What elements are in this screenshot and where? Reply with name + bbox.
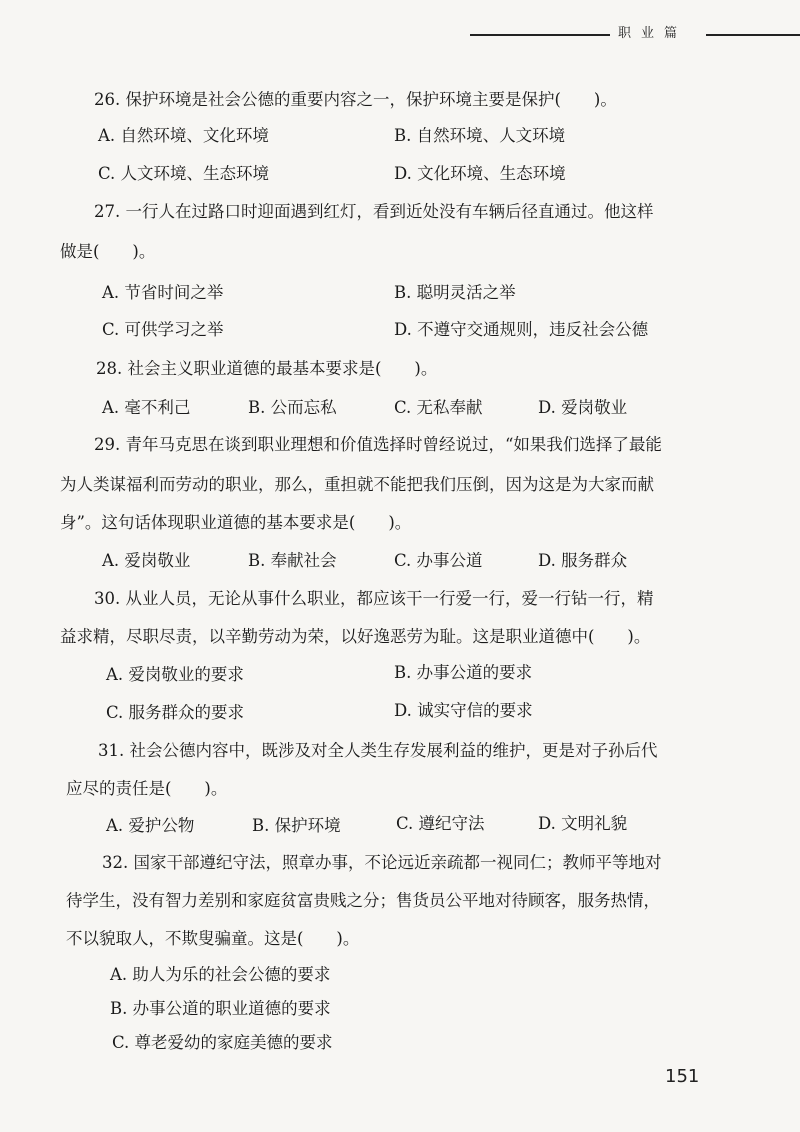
header-rule-left: [470, 34, 610, 36]
running-header-title: 职业篇: [618, 26, 688, 41]
question-28-option-c: C. 无私奉献: [394, 398, 483, 417]
question-32-option-c: C. 尊老爱幼的家庭美德的要求: [112, 1033, 333, 1052]
question-30-option-b: B. 办事公道的要求: [394, 663, 533, 682]
question-32-option-b: B. 办事公道的职业道德的要求: [110, 999, 331, 1018]
question-32-option-a: A. 助人为乐的社会公德的要求: [110, 965, 331, 984]
question-29-line-3: 身”。这句话体现职业道德的基本要求是( )。: [60, 513, 412, 532]
question-30-option-c: C. 服务群众的要求: [106, 703, 245, 722]
question-30-option-d: D. 诚实守信的要求: [394, 701, 533, 720]
header-rule-right: [706, 34, 800, 36]
question-27-line-2: 做是( )。: [60, 242, 156, 261]
question-30-line-2: 益求精，尽职尽责，以辛勤劳动为荣，以好逸恶劳为耻。这是职业道德中( )。: [60, 627, 651, 646]
question-30-line-1: 30. 从业人员，无论从事什么职业，都应该干一行爱一行，爱一行钻一行，精: [94, 589, 654, 608]
question-27-option-d: D. 不遵守交通规则，违反社会公德: [394, 320, 649, 339]
question-31-line-1: 31. 社会公德内容中，既涉及对全人类生存发展利益的维护，更是对子孙后代: [98, 741, 658, 760]
question-26-line-1: 26. 保护环境是社会公德的重要内容之一，保护环境主要是保护( )。: [94, 90, 617, 109]
question-29-line-2: 为人类谋福利而劳动的职业，那么，重担就不能把我们压倒，因为这是为大家而献: [60, 475, 654, 494]
question-32-line-3: 不以貌取人，不欺叟骗童。这是( )。: [66, 929, 360, 948]
question-26-option-d: D. 文化环境、生态环境: [394, 164, 566, 183]
question-31-option-c: C. 遵纪守法: [396, 814, 485, 833]
question-28-option-d: D. 爱岗敬业: [538, 398, 628, 417]
question-30-option-a: A. 爱岗敬业的要求: [106, 665, 244, 684]
question-32-line-1: 32. 国家干部遵纪守法，照章办事，不论远近亲疏都一视同仁；教师平等地对: [102, 853, 662, 872]
question-29-option-c: C. 办事公道: [394, 551, 483, 570]
question-31-option-b: B. 保护环境: [252, 816, 341, 835]
question-29-line-1: 29. 青年马克思在谈到职业理想和价值选择时曾经说过，“如果我们选择了最能: [94, 435, 662, 454]
question-31-line-2: 应尽的责任是( )。: [66, 779, 228, 798]
question-27-line-1: 27. 一行人在过路口时迎面遇到红灯，看到近处没有车辆后径直通过。他这样: [94, 202, 654, 221]
question-27-option-b: B. 聪明灵活之举: [394, 283, 516, 302]
question-28-line-1: 28. 社会主义职业道德的最基本要求是( )。: [96, 359, 438, 378]
question-29-option-b: B. 奉献社会: [248, 551, 337, 570]
question-31-option-d: D. 文明礼貌: [538, 814, 628, 833]
question-28-option-a: A. 毫不利己: [102, 398, 191, 417]
question-28-option-b: B. 公而忘私: [248, 398, 337, 417]
question-27-option-c: C. 可供学习之举: [102, 320, 224, 339]
question-31-option-a: A. 爱护公物: [106, 816, 195, 835]
question-29-option-a: A. 爱岗敬业: [102, 551, 191, 570]
page-number: 151: [665, 1066, 700, 1087]
question-29-option-d: D. 服务群众: [538, 551, 628, 570]
question-32-line-2: 待学生，没有智力差别和家庭贫富贵贱之分；售货员公平地对待顾客，服务热情，: [66, 891, 660, 910]
question-26-option-c: C. 人文环境、生态环境: [98, 164, 270, 183]
question-26-option-a: A. 自然环境、文化环境: [98, 126, 269, 145]
question-26-option-b: B. 自然环境、人文环境: [394, 126, 566, 145]
question-27-option-a: A. 节省时间之举: [102, 283, 224, 302]
